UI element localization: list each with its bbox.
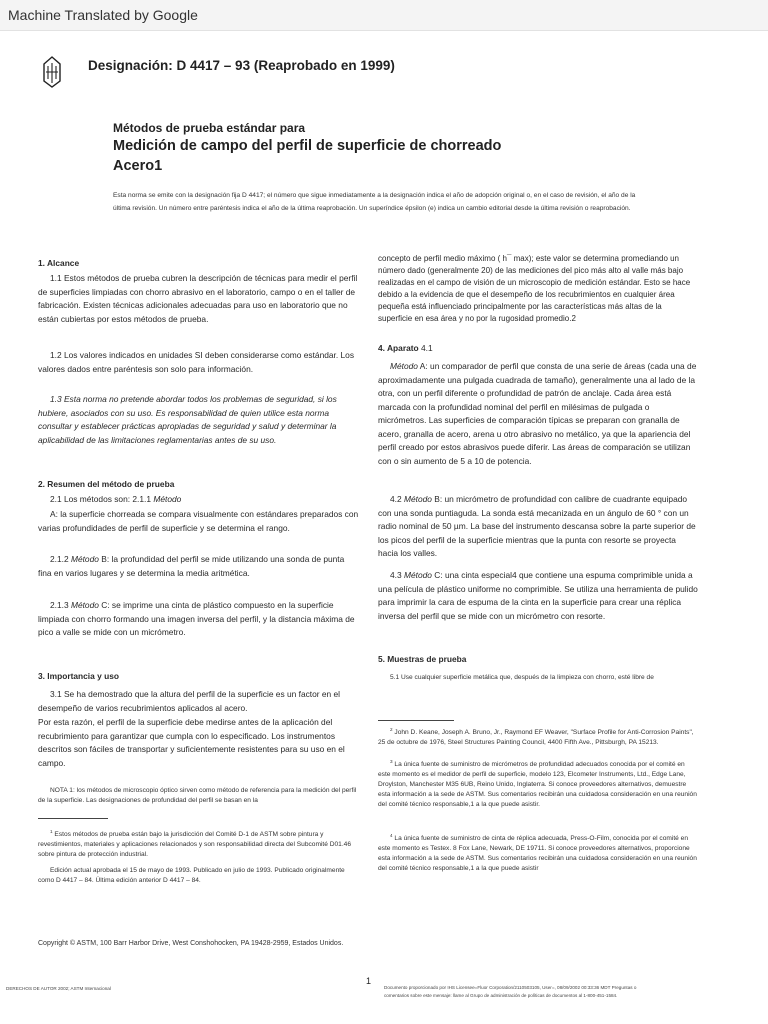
footnote-1 bbox=[38, 830, 360, 860]
method-label: Método bbox=[403, 494, 432, 504]
section-1-heading: 1. Alcance bbox=[38, 258, 80, 268]
footnote-1-edition: Edición actual aprobada el 15 de mayo de 1993. Publicado en julio de 1993. Publicado originalmente como D 4417 – 84. Última edición anterior D 4417 – 84. bbox=[38, 867, 345, 884]
section-2-1-text: 2.1 Los métodos son: 2.1.1 bbox=[50, 494, 154, 504]
page-number: 1 bbox=[366, 976, 372, 986]
method-label: Método bbox=[403, 570, 432, 580]
section-1-1: 1.1 Estos métodos de prueba cubren la descripción de técnicas para medir el perfil de superficies limpiadas con chorro abrasivo en el laboratorio, campo o en el taller de fabricación. Existen técnicas adicionales adecuadas para uso en laboratorio que no están cubiertas por estos métodos de prueba. bbox=[38, 273, 358, 324]
section-2-1-1: A: la superficie chorreada se compara visualmente con estándares preparados con varias profundidades de perfil de superficie y se determina el rango. bbox=[38, 509, 359, 533]
footnote-3-text: La única fuente de suministro de micrómetros de profundidad adecuados conocida por el comité en este momento es el medidor de perfil de superficie, modelo 123, Elcometer Instruments, Ltd., Edge Lane, Droylston, Manchester M35 6UB, Reino Unido, Inglaterra. Si conoce proveedores alternativos, demuestre esta información a la sede de ASTM. Sus comentarios recibirán una cuidadosa consideración en una reunión del comité técnico responsable,1 a la que puede asistir. bbox=[378, 761, 697, 808]
section-2-1-3-text: C: se imprime una cinta de plástico compuesto en la superficie limpiada con chorro formando una imagen inversa del perfil, y la distancia máxima de pico a valle se mide con un micrómetro. bbox=[38, 600, 355, 637]
footnote-2 bbox=[378, 728, 698, 748]
footnote-3 bbox=[378, 760, 698, 810]
section-4-2 bbox=[378, 493, 698, 561]
method-label: Método bbox=[70, 554, 99, 564]
section-5-1: 5.1 Use cualquier superficie metálica que, después de la limpieza con chorro, esté libre de bbox=[390, 674, 654, 681]
machine-translated-label: Machine Translated by Google bbox=[8, 7, 198, 23]
footnote-divider bbox=[378, 720, 454, 721]
license-notice: Documento proporcionado por IHS Licensee=Fluor Corporation/2110503105, User=, 08/09/2002 00:33:36 MDT Preguntas o comentarios sobre este mensaje: llame al Grupo de administración de políticas de documentos al 1-800-451-1584. bbox=[384, 985, 637, 998]
issuance-note: Esta norma se emite con la designación fija D 4417; el número que sigue inmediatamente a la designación indica el año de adopción original o, en el caso de revisión, el año de la última revisión. Un número entre paréntesis indica el año de la última reaprobación. Un superíndice épsilon (e) indica un cambio editorial desde la última revisión o reaprobación. bbox=[113, 192, 636, 212]
section-3-1-cont: Por esta razón, el perfil de la superficie debe medirse antes de la aplicación del recubrimiento para garantizar que cumpla con lo especificado. Los instrumentos descritos son fáciles de transportar y suficientemente resistentes para su uso en el campo. bbox=[38, 717, 345, 768]
section-2-1-2-text: B: la profundidad del perfil se mide utilizando una sonda de punta fina en varios lugares y se determina la media aritmética. bbox=[38, 554, 345, 578]
footnote-4 bbox=[378, 834, 698, 874]
machine-translated-header bbox=[0, 0, 768, 31]
section-4-2-text: B: un micrómetro de profundidad con calibre de cuadrante equipado con una sonda puntiaguda. La sonda está mecanizada en un ángulo de 60 ° con un radio nominal de 50 µm. La base del instrumento descansa sobre la parte superior de los picos del perfil de la superficie mientras que la punta con resorte se proyecta hacia los valles. bbox=[378, 494, 696, 558]
section-2-1-3-num: 2.1.3 bbox=[50, 600, 71, 610]
title-line-1: Métodos de prueba estándar para bbox=[113, 121, 306, 135]
section-4-title: 4. Aparato bbox=[378, 343, 419, 353]
copyright-line: Copyright © ASTM, 100 Barr Harbor Drive, West Conshohocken, PA 19428-2959, Estados Unidos. bbox=[38, 940, 344, 947]
copyright-notice: DERECHOS DE AUTOR 2002; ASTM Internacional bbox=[6, 986, 111, 991]
section-3-heading: 3. Importancia y uso bbox=[38, 671, 119, 681]
designation-title: Designación: D 4417 – 93 (Reaprobado en 1999) bbox=[88, 58, 395, 73]
section-4-3-text: C: una cinta especial4 que contiene una espuma comprimible unida a una película de plástico uniforme no comprimible. Se utiliza una herramienta de pulido para imprimir la cara de espuma de la cinta en la superficie para crear una réplica inversa del perfil que se mide con un micrómetro con resorte. bbox=[378, 570, 698, 621]
method-label: Método bbox=[70, 600, 99, 610]
footnote-1-text: Estos métodos de prueba están bajo la jurisdicción del Comité D-1 de ASTM sobre pintura y revestimientos, materiales y aplicaciones relacionados y son responsabilidad directa del Subcomité D01.46 sobre pintura de protección industrial. bbox=[38, 831, 352, 858]
section-2-1-2-num: 2.1.2 bbox=[50, 554, 71, 564]
section-4-1 bbox=[378, 360, 698, 468]
standard-title bbox=[113, 120, 673, 176]
footnote-4-text: La única fuente de suministro de cinta de réplica adecuada, Press-O-Film, conocida por el comité en este momento es Testex. 8 Fox Lane, Newark, DE 19711. Si conoce proveedores alternativos, proporcione esta información a la sede de ASTM. Sus comentarios recibirán una cuidadosa consideración en una reunión del comité técnico responsable,1 a la que puede asistir bbox=[378, 835, 697, 872]
section-4-1-text: A: un comparador de perfil que consta de una serie de áreas (cada una de aproximadamente una pulgada cuadrada de tamaño), generalmente una al lado de la otra, con un perfil diferente o profundidad de patrón de anclaje. Cada área está marcada con la profundidad nominal del perfil en milésimas de pulgada o micrómetros. Las superficies de comparación típicas se preparan con granalla de acero, granalla de acero, arena u otro abrasivo no metálico, ya que la apariencia del perfil creado por estos abrasivos puede diferir. Las áreas de comparación se utilizan con o sin aumento de 5 a 10 de potencia. bbox=[378, 361, 697, 466]
section-2-1 bbox=[38, 493, 360, 507]
section-3-1: 3.1 Se ha demostrado que la altura del perfil de la superficie es un factor en el desempeño de varios recubrimientos aplicados al acero. bbox=[38, 689, 341, 713]
footnote-4-marker: 4 bbox=[390, 832, 393, 838]
footnote-1-marker: 1 bbox=[50, 828, 53, 834]
footnote-divider bbox=[38, 818, 108, 819]
astm-logo bbox=[40, 54, 64, 90]
section-4-ref: 4.1 bbox=[418, 343, 433, 353]
section-1-3: 1.3 Esta norma no pretende abordar todos los problemas de seguridad, si los hubiere, asociados con su uso. Es responsabilidad de quien utilice esta norma consultar y establecer prácticas apropiadas de seguridad y salud y determinar la aplicabilidad de las limitaciones reglamentarias antes de su uso. bbox=[38, 394, 337, 445]
section-2-1-3 bbox=[38, 599, 360, 640]
method-label: Método bbox=[390, 361, 418, 371]
section-5-heading: 5. Muestras de prueba bbox=[378, 654, 467, 664]
section-1-2: 1.2 Los valores indicados en unidades SI deben considerarse como estándar. Los valores dados entre paréntesis son solo para información. bbox=[38, 350, 355, 374]
section-4-heading bbox=[378, 342, 698, 356]
footnote-2-text: John D. Keane, Joseph A. Bruno, Jr., Raymond EF Weaver, "Surface Profile for Anti-Corrosion Paints", 25 de octubre de 1976, Steel Structures Painting Council, 4400 Fifth Ave., Pittsburgh, PA 15213. bbox=[378, 729, 694, 746]
footnote-2-marker: 2 bbox=[390, 726, 393, 732]
section-4-3-num: 4.3 bbox=[390, 570, 404, 580]
title-line-2: Medición de campo del perfil de superficie de chorreado bbox=[113, 138, 502, 154]
method-label: Método bbox=[153, 494, 182, 504]
note-1-continued: concepto de perfil medio máximo ( h¯ max); este valor se determina promediando un número dado (generalmente 20) de las mediciones del pico más alto al valle más bajo realizadas en el campo de visión de un microscopio de medición estándar. Esto se hace debido a la evidencia de que el desempeño de los recubrimientos en cualquier área pequeña está influenciado principalmente por las características más altas de la superficie en esa área y no por la rugosidad promedio.2 bbox=[378, 254, 691, 323]
section-4-3 bbox=[378, 569, 698, 623]
section-2-heading: 2. Resumen del método de prueba bbox=[38, 479, 175, 489]
title-line-3: Acero1 bbox=[113, 158, 163, 174]
footnote-3-marker: 3 bbox=[390, 758, 393, 764]
section-4-2-num: 4.2 bbox=[390, 494, 404, 504]
section-2-1-2 bbox=[38, 553, 360, 580]
note-1: NOTA 1: los métodos de microscopio óptico sirven como método de referencia para la medición del perfil de la superficie. Las designaciones de profundidad del perfil se basan en la bbox=[38, 787, 357, 804]
